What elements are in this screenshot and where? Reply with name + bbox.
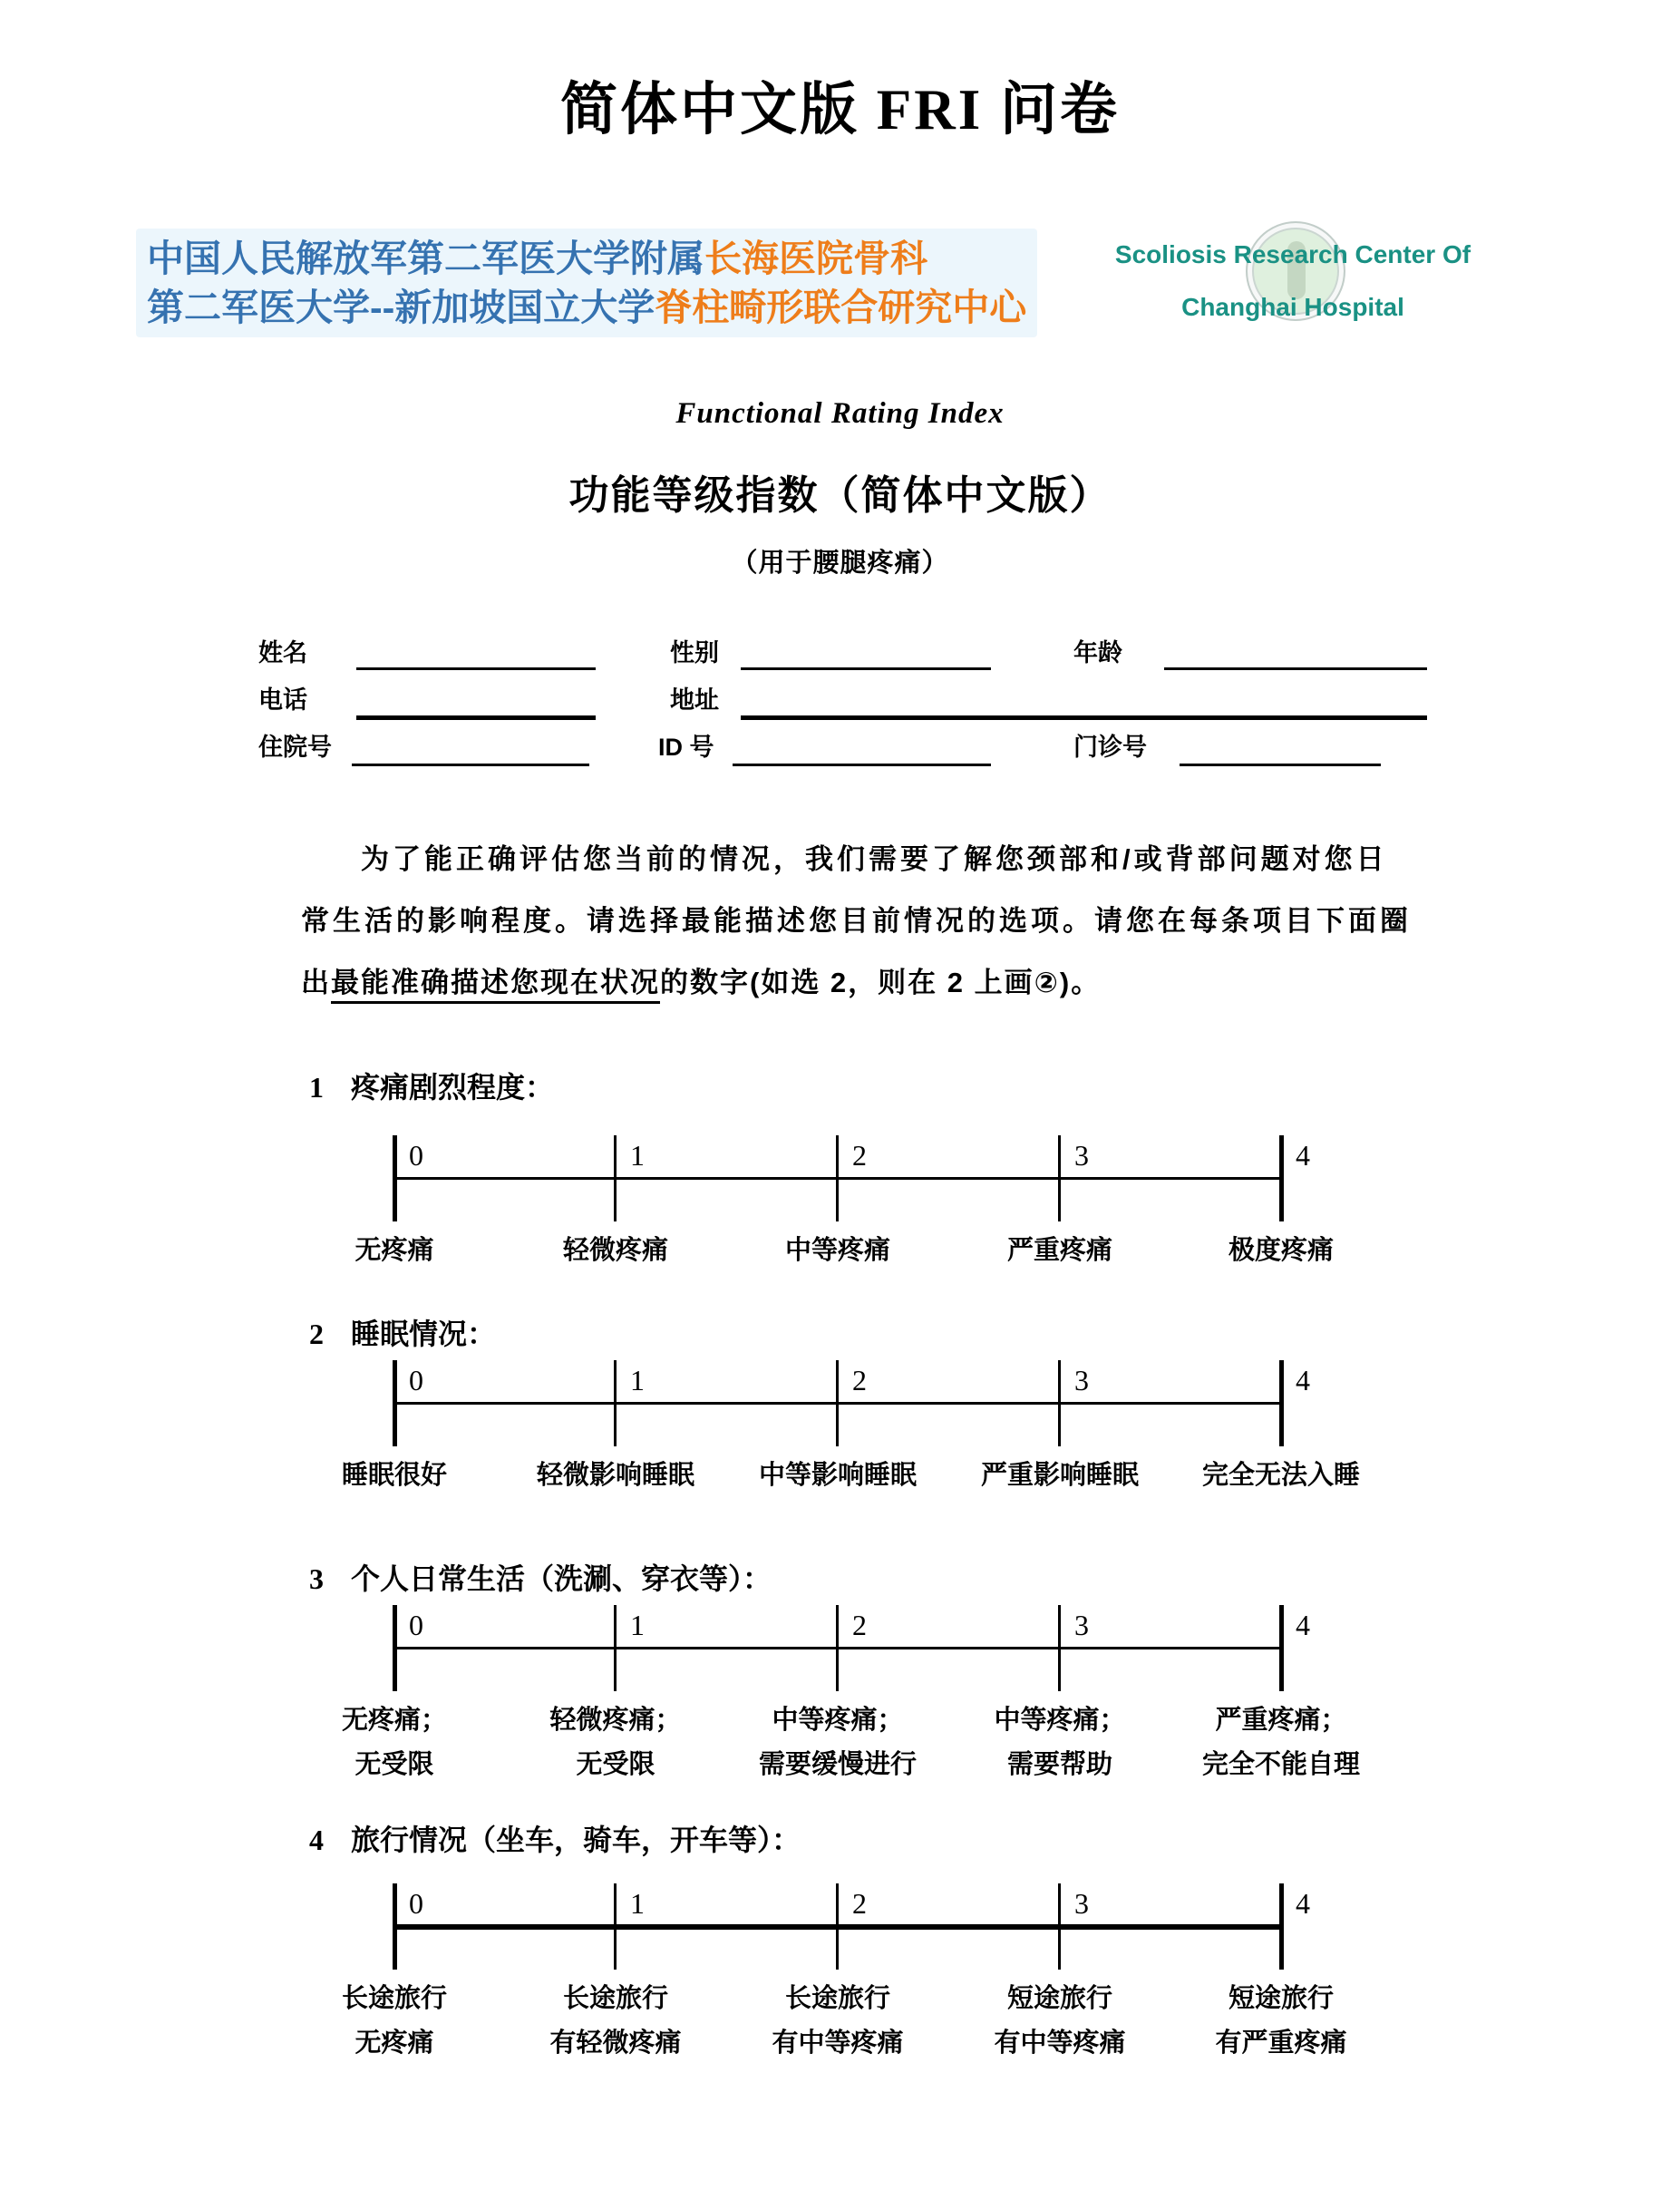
question-4-header (309, 1817, 801, 1859)
scale-tick-4 (1279, 1605, 1284, 1691)
scale-label: 短途旅行 有严重疼痛 (1215, 1984, 1347, 2058)
scale-label: 极度疼痛 (1228, 1236, 1334, 1265)
scale-number-4: 4 (1296, 1609, 1310, 1641)
question-3-number: 3 (309, 1562, 324, 1595)
instructions-underlined-text: 最能准确描述您现在状况 (331, 967, 660, 1004)
scale-number-1: 1 (630, 1609, 645, 1641)
research-center-logo (1070, 229, 1516, 334)
question-1-title: 疼痛剧烈程度： (351, 1071, 555, 1104)
scale-label: 睡眠很好 (341, 1461, 447, 1490)
instructions-line-2: 常生活的影响程度。请选择最能描述您目前情况的选项。请您在每条项目下面圈 (301, 905, 1412, 937)
scale-tick-0 (393, 1883, 397, 1970)
scale-number-0: 0 (409, 1364, 423, 1396)
scale-number-2: 2 (852, 1887, 867, 1920)
question-2-number: 2 (309, 1318, 324, 1350)
scale-tick-1 (614, 1360, 617, 1446)
scale-label: 中等影响睡眠 (758, 1461, 917, 1490)
field-line-phone (356, 715, 596, 720)
instructions-line-1: 为了能正确评估您当前的情况，我们需要了解您颈部和/或背部问题对您日 (361, 843, 1388, 875)
field-line-name (356, 667, 596, 670)
scale-number-3: 3 (1074, 1139, 1089, 1172)
scale-label: 无疼痛 (354, 1236, 434, 1265)
field-label-inpatient-no: 住院号 (258, 734, 332, 761)
field-label-gender: 性别 (670, 639, 719, 667)
field-label-address: 地址 (670, 686, 719, 714)
page-title: 简体中文版 FRI 问卷 (560, 78, 1120, 141)
scale-tick-2 (836, 1883, 839, 1970)
scale-label: 中等疼痛； 需要缓慢进行 (758, 1706, 917, 1779)
scale-number-4: 4 (1296, 1364, 1310, 1396)
scale-tick-2 (836, 1360, 839, 1446)
hospital-logo-line2-blue: 第二军医大学--新加坡国立大学 (147, 287, 655, 328)
subtitle-heading: （用于腰腿疼痛） (731, 549, 949, 578)
scale-label: 轻微疼痛 (562, 1236, 668, 1265)
question-2-title: 睡眠情况： (351, 1318, 497, 1350)
scale-label: 严重影响睡眠 (980, 1461, 1139, 1490)
scale-label: 严重疼痛； 完全不能自理 (1201, 1706, 1360, 1779)
scale-tick-0 (393, 1360, 397, 1446)
rating-scale-q3 (341, 1605, 1360, 1779)
research-center-name-line-2: Changhai Hospital (1181, 293, 1404, 321)
scale-tick-1 (614, 1135, 617, 1221)
chinese-heading: 功能等级指数（简体中文版） (568, 473, 1112, 518)
english-heading: Functional Rating Index (675, 397, 1005, 430)
scale-number-2: 2 (852, 1364, 867, 1396)
scale-tick-3 (1058, 1135, 1061, 1221)
scale-number-1: 1 (630, 1887, 645, 1920)
field-line-id-no (733, 764, 991, 766)
scale-number-2: 2 (852, 1139, 867, 1172)
hospital-logo-line1-blue: 中国人民解放军第二军医大学附属 (147, 238, 704, 279)
research-center-name-line-1: Scoliosis Research Center Of (1114, 240, 1471, 268)
field-line-address (741, 715, 1427, 720)
scale-label: 中等疼痛 (784, 1236, 890, 1265)
field-label-outpatient-no: 门诊号 (1073, 734, 1147, 761)
scale-number-0: 0 (409, 1609, 423, 1641)
scale-label: 短途旅行 有中等疼痛 (994, 1984, 1126, 2058)
scale-number-2: 2 (852, 1609, 867, 1641)
scale-tick-2 (836, 1605, 839, 1691)
scale-label: 轻微疼痛； 无受限 (549, 1706, 682, 1779)
scale-tick-0 (393, 1605, 397, 1691)
scale-tick-4 (1279, 1883, 1284, 1970)
scale-tick-0 (393, 1135, 397, 1221)
hospital-logo (136, 229, 1037, 337)
scale-label: 长途旅行 有轻微疼痛 (549, 1984, 682, 2058)
field-label-age: 年龄 (1073, 639, 1122, 667)
scale-number-1: 1 (630, 1364, 645, 1396)
field-line-outpatient-no (1180, 764, 1381, 766)
scale-number-3: 3 (1074, 1364, 1089, 1396)
scale-number-0: 0 (409, 1139, 423, 1172)
hospital-logo-line-2 (147, 283, 1026, 332)
scale-tick-2 (836, 1135, 839, 1221)
hospital-logo-line1-orange: 长海医院骨科 (704, 238, 927, 279)
scale-label: 中等疼痛； 需要帮助 (994, 1706, 1126, 1779)
scale-number-4: 4 (1296, 1139, 1310, 1172)
hospital-logo-line-1 (147, 234, 1026, 283)
instructions-line-3-suffix: 的数字(如选 2，则在 2 上画②)。 (660, 967, 1102, 998)
scale-tick-3 (1058, 1883, 1061, 1970)
scale-number-4: 4 (1296, 1887, 1310, 1920)
question-2-header (309, 1311, 496, 1353)
field-label-name: 姓名 (258, 639, 307, 667)
scale-number-0: 0 (409, 1887, 423, 1920)
question-1-header (309, 1065, 554, 1106)
scale-tick-1 (614, 1883, 617, 1970)
scale-label: 无疼痛； 无受限 (341, 1706, 447, 1779)
scale-label: 严重疼痛 (1006, 1236, 1112, 1265)
question-3-title: 个人日常生活（洗涮、穿衣等）： (351, 1562, 772, 1595)
scale-number-3: 3 (1074, 1609, 1089, 1641)
rating-scale-q4 (341, 1883, 1347, 2058)
rating-scale-q1 (354, 1135, 1334, 1265)
instructions-line-3-prefix: 出 (301, 967, 331, 998)
rating-scale-q2 (341, 1360, 1360, 1490)
scale-tick-4 (1279, 1360, 1284, 1446)
question-4-title: 旅行情况（坐车，骑车，开车等）： (351, 1824, 801, 1856)
scale-tick-4 (1279, 1135, 1284, 1221)
scale-label: 长途旅行 有中等疼痛 (772, 1984, 904, 2058)
scale-tick-3 (1058, 1605, 1061, 1691)
question-3-header (309, 1556, 772, 1598)
instructions-line-3 (301, 959, 1425, 1000)
scale-label: 长途旅行 无疼痛 (341, 1984, 447, 2058)
hospital-logo-line2-orange: 脊柱畸形联合研究中心 (655, 287, 1027, 328)
scale-tick-1 (614, 1605, 617, 1691)
field-label-id-no: ID 号 (658, 734, 714, 761)
scale-number-1: 1 (630, 1139, 645, 1172)
question-4-number: 4 (309, 1824, 324, 1856)
scale-number-3: 3 (1074, 1887, 1089, 1920)
scale-label: 轻微影响睡眠 (536, 1461, 694, 1490)
field-line-gender (741, 667, 991, 670)
scale-tick-3 (1058, 1360, 1061, 1446)
question-1-number: 1 (309, 1071, 324, 1104)
scale-label: 完全无法入睡 (1201, 1461, 1360, 1490)
field-label-phone: 电话 (258, 686, 307, 714)
field-line-age (1164, 667, 1427, 670)
field-line-inpatient-no (352, 764, 589, 766)
